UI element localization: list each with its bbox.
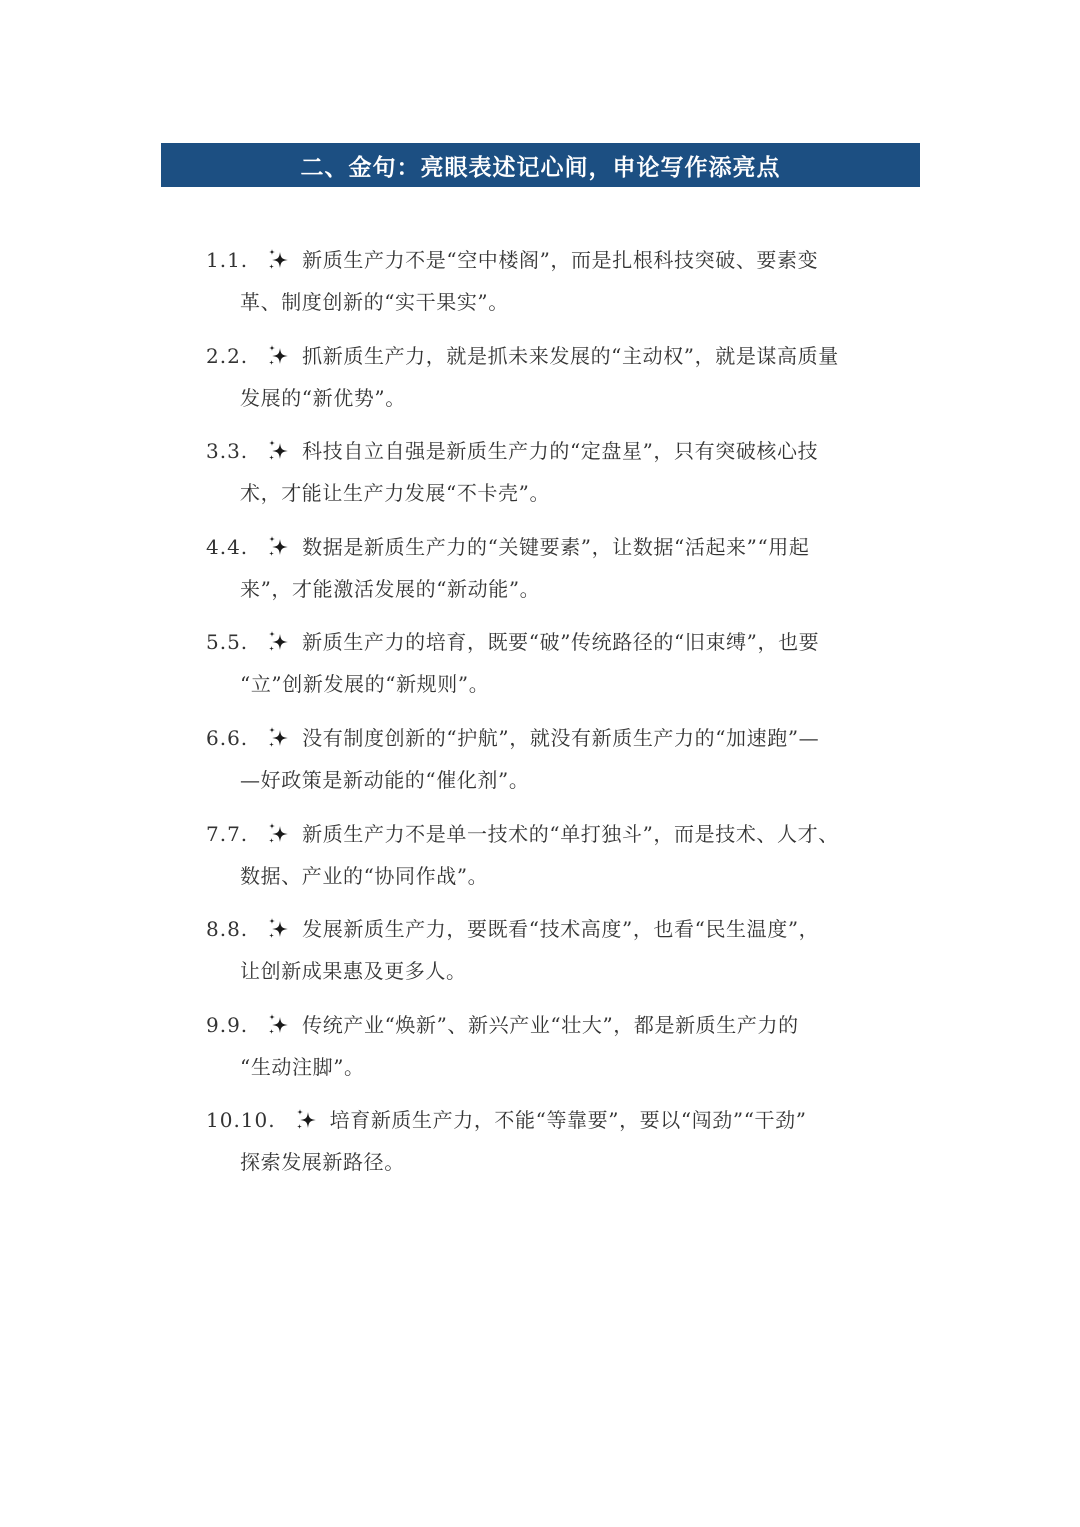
item-number: 9.9. [206, 1012, 249, 1037]
sparkles-icon [266, 629, 292, 655]
item-number: 8.8. [206, 917, 249, 942]
list-item [206, 621, 896, 717]
list-item [206, 813, 896, 909]
item-text-line2: 让创新成果惠及更多人。 [240, 959, 467, 984]
item-text-line2: 数据、产业的“协同作战”。 [240, 863, 489, 888]
item-text-line1: 没有制度创新的“护航”，就没有新质生产力的“加速跑”— [302, 725, 820, 750]
item-number: 2.2. [206, 343, 249, 368]
list-item [206, 335, 896, 431]
item-text-line2: 发展的“新优势”。 [240, 385, 406, 410]
list-item [206, 1004, 896, 1100]
list-item [206, 526, 896, 622]
item-text-line2: 来”，才能激活发展的“新动能”。 [240, 576, 541, 601]
quote-list [206, 239, 896, 1195]
sparkles-icon [266, 343, 292, 369]
list-item [206, 908, 896, 1004]
sparkles-icon [266, 916, 292, 942]
item-text-line1: 新质生产力不是单一技术的“单打独斗”，而是技术、人才、 [302, 821, 839, 846]
sparkles-icon [294, 1107, 320, 1133]
sparkles-icon [266, 821, 292, 847]
sparkles-icon [266, 725, 292, 751]
list-item [206, 717, 896, 813]
sparkles-icon [266, 438, 292, 464]
item-text-line1: 发展新质生产力，要既看“技术高度”，也看“民生温度”， [302, 917, 820, 942]
item-text-line1: 数据是新质生产力的“关键要素”，让数据“活起来”“用起 [302, 534, 810, 559]
item-text-line1: 抓新质生产力，就是抓未来发展的“主动权”，就是谋高质量 [302, 343, 839, 368]
item-text-line2: 术，才能让生产力发展“不卡壳”。 [240, 481, 551, 506]
sparkles-icon [266, 534, 292, 560]
item-number: 3.3. [206, 439, 249, 464]
item-number: 6.6. [206, 725, 249, 750]
item-number: 5.5. [206, 630, 249, 655]
item-text-line1: 培育新质生产力，不能“等靠要”，要以“闯劲”“干劲” [329, 1108, 807, 1133]
item-text-line2: “生动注脚”。 [240, 1054, 365, 1079]
item-text-line1: 传统产业“焕新”、新兴产业“壮大”，都是新质生产力的 [302, 1012, 799, 1037]
item-text-line2: “立”创新发展的“新规则”。 [240, 672, 490, 697]
item-number: 7.7. [206, 821, 249, 846]
list-item [206, 1099, 896, 1195]
sparkles-icon [266, 1012, 292, 1038]
section-heading: 二、金句：亮眼表述记心间，申论写作添亮点 [300, 153, 781, 181]
item-number: 10.10. [206, 1108, 276, 1133]
item-text-line1: 新质生产力不是“空中楼阁”，而是扎根科技突破、要素变 [302, 248, 819, 272]
sparkles-icon [266, 247, 292, 273]
list-item [206, 430, 896, 526]
list-item [206, 239, 896, 335]
item-text-line2: 革、制度创新的“实干果实”。 [240, 290, 509, 314]
item-number: 4.4. [206, 534, 249, 559]
item-text-line1: 新质生产力的培育，既要“破”传统路径的“旧束缚”，也要 [302, 630, 820, 655]
item-text-line2: 探索发展新路径。 [240, 1150, 405, 1175]
item-number: 1.1. [206, 248, 249, 272]
section-heading-bar [161, 143, 920, 187]
item-text-line1: 科技自立自强是新质生产力的“定盘星”，只有突破核心技 [302, 439, 819, 464]
item-text-line2: —好政策是新动能的“催化剂”。 [240, 767, 530, 792]
